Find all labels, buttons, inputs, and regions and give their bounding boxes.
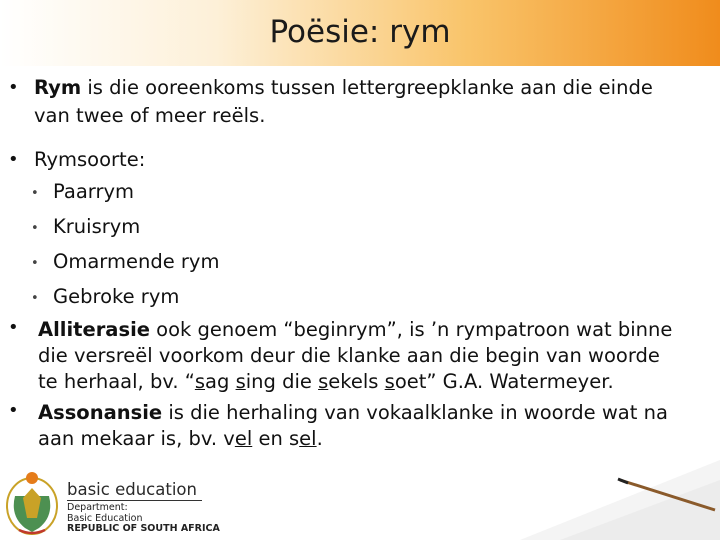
bullet-dot: • (8, 149, 19, 170)
text: ekels (328, 370, 385, 393)
text: ag (205, 370, 236, 393)
subtype-gebroke: Gebroke rym (53, 285, 180, 308)
alliterasie-line2: die versreël voorkom deur die klanke aan die begin van woorde (38, 344, 660, 367)
coat-of-arms-logo (5, 466, 60, 536)
rym-line1: is die ooreenkoms tussen lettergreepklanke aan die einde (81, 76, 653, 99)
bullet-dot: • (8, 317, 19, 338)
term-alliterasie: Alliterasie (38, 318, 150, 341)
underlined: el (234, 427, 253, 450)
text: oet” G.A. Watermeyer. (394, 370, 614, 393)
sub-bullet-dot: • (31, 221, 39, 236)
text: . (316, 427, 323, 450)
bullet-rymsoorte: Rymsoorte: (34, 148, 146, 171)
underlined: s (235, 370, 246, 393)
dept-line3: REPUBLIC OF SOUTH AFRICA (67, 523, 220, 534)
bullet-dot: • (8, 400, 19, 421)
bullet-alliterasie (38, 318, 678, 342)
underlined: s (384, 370, 395, 393)
underlined: s (194, 370, 206, 393)
alliterasie-line1: ook genoem “beginrym”, is ’n rympatroon wat binne (149, 318, 673, 341)
alliterasie-line3 (38, 370, 678, 394)
bullet-assonansie (38, 401, 678, 425)
paper-pen-illustration (500, 440, 720, 540)
text: en s (252, 427, 300, 450)
divider (67, 500, 202, 501)
subtype-omarmende: Omarmende rym (53, 250, 220, 273)
dept-line2: Basic Education (67, 512, 143, 524)
slide-title: Poësie: rym (269, 14, 451, 50)
term-rym: Rym (34, 76, 82, 99)
text: te herhaal, bv. “ (38, 370, 195, 393)
sub-bullet-dot: • (31, 256, 39, 271)
text: ing die (245, 370, 319, 393)
sub-bullet-dot: • (31, 186, 39, 201)
subtype-paarrym: Paarrym (53, 180, 135, 203)
sub-bullet-dot: • (31, 291, 39, 306)
rym-line2: van twee of meer reëls. (34, 104, 266, 127)
department-block (67, 503, 220, 535)
term-assonansie: Assonansie (38, 401, 163, 424)
bullet-dot: • (8, 77, 19, 98)
brand-name: basic education (67, 480, 197, 499)
underlined: s (318, 370, 329, 393)
subtype-kruisrym: Kruisrym (53, 215, 141, 238)
bullet-rym (34, 76, 674, 100)
dept-line1: Department: (67, 502, 128, 513)
text: aan mekaar is, bv. v (38, 427, 235, 450)
assonansie-line1: is die herhaling van vokaalklanke in woorde wat na (162, 401, 668, 424)
underlined: el (299, 427, 317, 450)
